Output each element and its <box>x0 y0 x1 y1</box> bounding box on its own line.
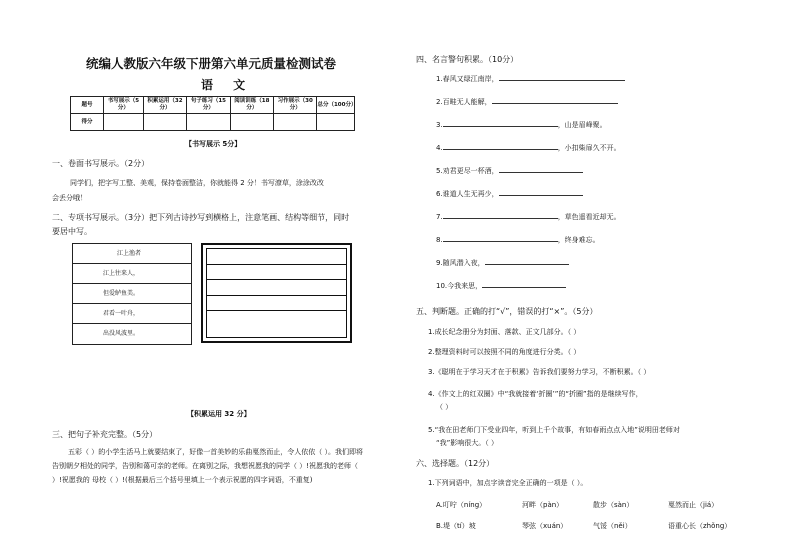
score-row-label: 得分 <box>71 114 104 131</box>
q5-item: 1.成长纪念册分为封面、落款、正文几部分。（ ） <box>428 328 581 336</box>
q4-item-suffix: ，山是眉峰聚。 <box>557 121 607 129</box>
q4-item-text: 3. <box>436 121 443 129</box>
answer-blank[interactable] <box>443 211 558 219</box>
q1-text-line2: 会丢分哦！ <box>52 194 87 202</box>
q6-option-b-word: 语重心长（zhǒng） <box>668 522 732 530</box>
score-col-sentence: 句子练习（15分） <box>187 97 230 114</box>
q4-item-text: 1.春风又绿江南岸， <box>436 75 499 83</box>
copy-writing-grid[interactable] <box>201 243 352 343</box>
score-col-total: 总分（100分） <box>317 97 355 114</box>
q4-item <box>436 234 600 245</box>
score-cell[interactable] <box>143 114 186 131</box>
poem-title: 江上渔者 <box>73 244 191 264</box>
q4-item <box>436 188 583 199</box>
answer-blank[interactable] <box>443 234 558 242</box>
score-cell[interactable] <box>187 114 230 131</box>
poem-line: 君看一叶舟， <box>73 304 191 324</box>
score-col-writing: 书写展示（5分） <box>104 97 144 114</box>
q4-item-text: 9.随风潜入夜， <box>436 259 485 267</box>
q4-item-text: 10.今我来思， <box>436 282 483 290</box>
q5-item4-line1: 4.《作文上的红双圈》中“我就接着‘折圈’”的“折圈”指的是继续写作， <box>428 390 643 398</box>
score-col-reading: 阅读训练（18分） <box>230 97 273 114</box>
q4-item <box>436 211 621 222</box>
q5-item4-line2: （ ） <box>436 403 453 411</box>
q4-item-suffix: ，小扣柴扉久不开。 <box>557 144 621 152</box>
score-cell[interactable] <box>230 114 273 131</box>
q6-question1: 1.下列词语中，加点字读音完全正确的一项是（ ）。 <box>428 479 588 487</box>
q6-option-b-word: 气馁（něi） <box>593 522 632 530</box>
answer-blank[interactable] <box>485 257 569 265</box>
writing-line[interactable] <box>207 265 346 281</box>
answer-blank[interactable] <box>492 96 618 104</box>
q5-item: 2.整理资料时可以按照不同的角度进行分类。（ ） <box>428 348 581 356</box>
copy-writing-grid-inner <box>206 248 347 338</box>
q1-text-line1: 同学们，把字写工整、美观，保持卷面整洁，你就能得 2 分！书写潦草，涂涂改改 <box>70 179 324 187</box>
q6-option-a-word: 戛然而止（jiá） <box>668 501 719 509</box>
answer-blank[interactable] <box>499 165 583 173</box>
q5-title: 五、判断题。正确的打“√”，错误的打“×”。（5分） <box>416 307 598 316</box>
q1-title: 一、卷面书写展示。（2分） <box>52 159 150 168</box>
q6-option-a-word: 散步（sàn） <box>593 501 634 509</box>
score-table-score-row <box>71 114 355 131</box>
score-cell[interactable] <box>274 114 317 131</box>
q4-item-text: 2.百畦无人能解， <box>436 98 492 106</box>
q4-item-text: 5.劝君更尽一杯酒， <box>436 167 499 175</box>
poem-line: 出没风波里。 <box>103 330 140 337</box>
q2-title-line2: 要居中写。 <box>52 227 92 236</box>
writing-line[interactable] <box>207 249 346 265</box>
q5-item5-line1: 5.“我在田老师门下受业四年，听到上千个故事，有如春雨点点入地”说明田老师对 <box>428 426 680 434</box>
writing-line[interactable] <box>207 280 346 296</box>
answer-blank[interactable] <box>499 188 583 196</box>
score-cell[interactable] <box>104 114 144 131</box>
q4-item <box>436 119 607 130</box>
poem-box <box>72 243 192 345</box>
q4-title: 四、名言警句积累。（10分） <box>416 55 519 64</box>
answer-blank[interactable] <box>482 280 566 288</box>
q4-item-text: 7. <box>436 213 443 221</box>
q4-item <box>436 96 618 107</box>
q4-item <box>436 165 583 176</box>
q4-item <box>436 257 569 268</box>
q4-item-text: 4. <box>436 144 443 152</box>
score-table-header-row <box>71 97 355 114</box>
score-col-label: 题号 <box>71 97 104 114</box>
q3-title: 三、把句子补充完整。（5分） <box>52 430 158 439</box>
q4-item <box>436 142 621 153</box>
q6-option-b-word: 琴弦（xuán） <box>522 522 568 530</box>
q6-option-a-word: 河畔（pàn） <box>522 501 564 509</box>
q4-item-text: 6.谁道人生无再少， <box>436 190 499 198</box>
answer-blank[interactable] <box>443 142 558 150</box>
score-col-accumulation: 积累运用（32分） <box>143 97 186 114</box>
q4-item <box>436 280 566 291</box>
poem-line: 但爱鲈鱼美。 <box>73 284 191 304</box>
exam-title: 统编人教版六年级下册第六单元质量检测试卷 <box>86 56 337 71</box>
q5-item: 3.《聪明在于学习天才在于积累》告诉我们要努力学习，不断积累。（ ） <box>428 368 651 376</box>
answer-blank[interactable] <box>443 119 558 127</box>
accumulation-section-banner: 【积累运用 32 分】 <box>187 410 251 418</box>
answer-blank[interactable] <box>499 73 625 81</box>
score-cell[interactable] <box>317 114 355 131</box>
q6-option-b-word[interactable]: B.堤（tí）坡 <box>436 522 476 530</box>
exam-subject: 语 文 <box>201 78 254 92</box>
q4-item-text: 8. <box>436 236 443 244</box>
q3-paragraph: 五彩（ ）的小学生活马上就要结束了，好像一首美妙的乐曲戛然而止，令人依依（ ）。我们即将告别朝夕相处的同学，告别和蔼可亲的老师。在离别之际，我想祝愿我的同学（ ）!祝愿我的老师（ ）!祝愿我的 母校（ ）!(根据最后三个括号里填上一个表示祝愿的四字词语，不重复) <box>52 448 363 484</box>
writing-line[interactable] <box>207 311 346 327</box>
score-table <box>70 96 355 131</box>
q4-item-suffix: ，草色遥看近却无。 <box>557 213 621 221</box>
score-col-composition: 习作展示（30分） <box>274 97 317 114</box>
q4-item <box>436 73 625 84</box>
q6-option-a-word[interactable]: A.叮咛（níng） <box>436 501 487 509</box>
q4-item-suffix: ，终身难忘。 <box>557 236 600 244</box>
q2-title-line1: 二、专项书写展示。（3分）把下列古诗抄写到横格上，注意笔画、结构等细节，同时 <box>52 213 350 222</box>
writing-line[interactable] <box>207 296 346 312</box>
q6-title: 六、选择题。（12分） <box>416 459 495 468</box>
poem-line: 江上往来人， <box>73 264 191 284</box>
q5-item5-line2: “我”影响很大。（ ） <box>436 439 498 447</box>
writing-section-banner: 【书写展示 5分】 <box>185 140 242 148</box>
